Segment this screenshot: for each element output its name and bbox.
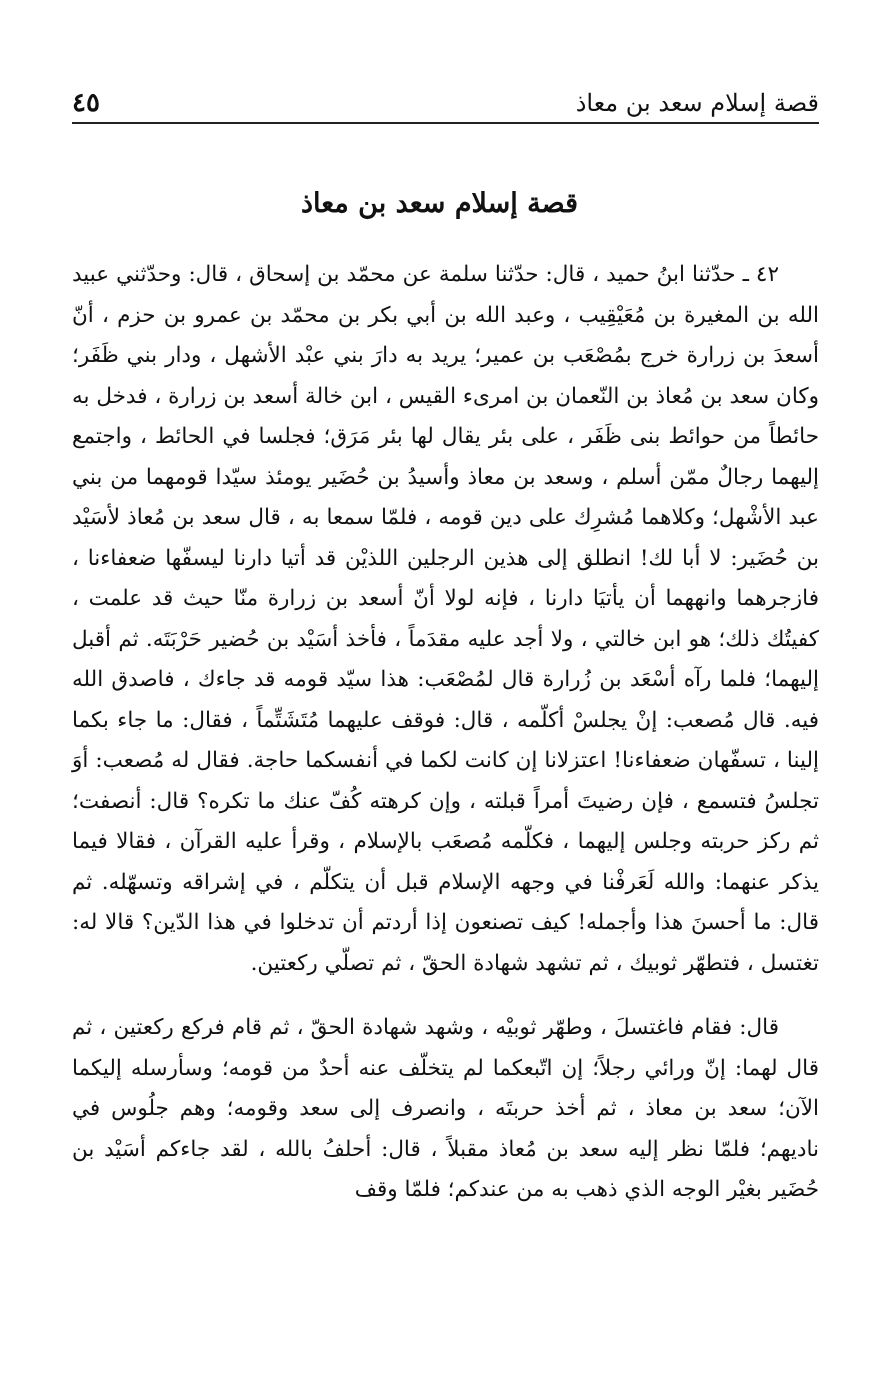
running-title: قصة إسلام سعد بن معاذ xyxy=(575,89,819,117)
paragraph-1: ٤٢ ـ حدّثنا ابنُ حميد ، قال: حدّثنا سلمة عن محمّد بن إسحاق ، قال: وحدّثني عبيد الله بن المغيرة بن مُعَيْقِيب ، وعبد الله بن أبي بكر بن محمّد بن عمرو بن حزم ، أنّ أسعدَ بن زرارة خرج بمُصْعَب بن عمير؛ يريد به دارَ بني عبْد الأشهل ، ودار بني ظَفَر؛ وكان سعد بن مُعاذ بن النّعمان بن امرىء القيس ، ابن خالة أسعد بن زرارة ، فدخل به حائطاً من حوائط بنى ظَفَر ، على بئر يقال لها بئر مَرَق؛ فجلسا في الحائط ، واجتمع إليهما رجالٌ ممّن أسلم ، وسعد بن معاذ وأسيدُ بن حُضَير يومئذ سيّدا قومهما من بني عبد الأشْهل؛ وكلاهما مُشرِك على دين قومه ، فلمّا سمعا به ، قال سعد بن مُعاذ لأسَيْد بن حُضَير: لا أبا لك! انطلق إلى هذين الرجلين اللذيْن قد أتيا دارنا ليسفّها ضعفاءنا ، فازجرهما وانههما أن يأتيَا دارنا ، فإنه لولا أنّ أسعد بن زرارة منّا حيث قد علمت ، كفيتُك ذلك؛ هو ابن خالتي ، ولا أجد عليه مقدَماً ، فأخذ أسَيْد بن حُضير حَرْبَتَه. ثم أقبل إليهما؛ فلما رآه أسْعَد بن زُرارة قال لمُصْعَب: هذا سيّد قومه قد جاءك ، فاصدق الله فيه. قال مُصعب: إنْ يجلسْ أكلّمه ، قال: فوقف عليهما مُتَشَتِّماً ، فقال: ما جاء بكما إلينا ، تسفّهان ضعفاءنا! اعتزلانا إن كانت لكما في أنفسكما حاجة. فقال له مُصعب: أوَ تجلسُ فتسمع ، فإن رضيتَ أمراً قبلته ، وإن كرهته كُفّ عنك ما تكره؟ قال: أنصفت؛ ثم ركز حربته وجلس إليهما ، فكلّمه مُصعَب بالإسلام ، وقرأ عليه القرآن ، فقالا فيما يذكر عنهما: والله لَعَرفْنا في وجهه الإسلام قبل أن يتكلّم ، في إشراقه وتسهّله. ثم قال: ما أحسنَ هذا وأجمله! كيف تصنعون إذا أردتم أن تدخلوا في هذا الدّين؟ قالا له: تغتسل ، فتطهّر ثوبيك ، ثم تشهد شهادة الحقّ ، ثم تصلّي ركعتين. xyxy=(72,262,819,976)
page-number: ٤٥ xyxy=(72,88,100,118)
paragraph-2: قال: فقام فاغتسلَ ، وطهّر ثوبيْه ، وشهد شهادة الحقّ ، ثم قام فركع ركعتين ، ثم قال لهما: إنّ ورائي رجلاً؛ إن اتّبعكما لم يتخلّف عنه أحدٌ من قومه؛ وسأرسله إليكما الآن؛ سعد بن معاذ ، ثم أخذ حربتَه ، وانصرف إلى سعد وقومه؛ وهم جلُوس في ناديهم؛ فلمّا نظر إليه سعد بن مُعاذ مقبلاً ، قال: أحلفُ بالله ، لقد جاءكم أسَيْد بن حُضَير بغيْر الوجه الذي ذهب به من عندكم؛ فلمّا وقف xyxy=(72,1015,819,1202)
running-header xyxy=(72,84,819,124)
body-text xyxy=(72,255,819,1211)
chapter-title: قصة إسلام سعد بن معاذ xyxy=(301,188,578,219)
